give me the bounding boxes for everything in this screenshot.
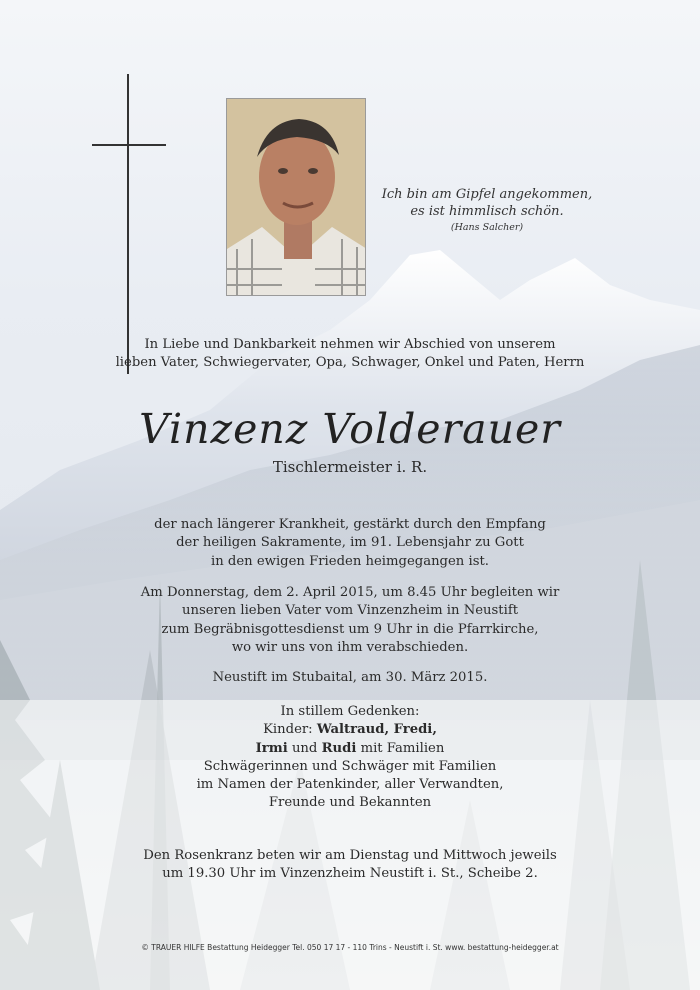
mourners-line: im Namen der Patenkinder, aller Verwandten, (196, 777, 504, 793)
portrait-photo (226, 98, 366, 296)
mourners-line: Freunde und Bekannten (268, 795, 432, 811)
children-label: Kinder: (263, 722, 313, 738)
funeral-text (100, 584, 600, 657)
cross-icon-bar (92, 144, 166, 146)
deceased-name: Vinzenz Volderauer (139, 405, 561, 453)
funeral-line: unseren lieben Vater vom Vinzenzheim in Neustift (182, 603, 518, 619)
child-name: Rudi (321, 740, 357, 756)
intro-line: In Liebe und Dankbarkeit nehmen wir Abschied von unserem (144, 337, 556, 352)
children-names: Waltraud, Fredi, (316, 722, 437, 738)
memorial-quote (372, 186, 602, 235)
child-name: Irmi (255, 740, 288, 756)
cross-icon (127, 74, 129, 374)
rosary-line: Den Rosenkranz beten wir am Dienstag und Mittwoch jeweils (143, 848, 557, 863)
death-line: der nach längerer Krankheit, gestärkt durch den Empfang (154, 517, 546, 532)
intro-line: lieben Vater, Schwiegervater, Opa, Schwager, Onkel und Paten, Herrn (115, 355, 585, 371)
quote-line: es ist himmlisch schön. (410, 204, 564, 219)
deceased-title: Tischlermeister i. R. (272, 458, 428, 476)
children-suffix: mit Familien (360, 740, 445, 756)
funeral-line: Am Donnerstag, dem 2. April 2015, um 8.45 Uhr begleiten wir (140, 585, 560, 600)
mourners-heading: In stillem Gedenken: (280, 704, 420, 719)
funeral-line: wo wir uns von ihm verabschieden. (231, 639, 469, 655)
quote-source: (Hans Salcher) (450, 222, 524, 233)
children-line-2 (100, 740, 600, 758)
quote-line: Ich bin am Gipfel angekommen, (381, 187, 593, 202)
footer-credits: © TRAUER HILFE Bestattung Heidegger Tel. 050 17 17 - 110 Trins - Neustift i. St. www. bestattung-heidegger.at (141, 943, 559, 952)
mourners-line: Schwägerinnen und Schwäger mit Familien (203, 758, 497, 774)
place-date: Neustift im Stubaital, am 30. März 2015. (212, 670, 488, 685)
rosary-text (100, 847, 600, 884)
and-word: und (291, 740, 318, 756)
mourners-list (100, 703, 600, 813)
death-notice-text (100, 516, 600, 571)
intro-text (100, 336, 600, 373)
death-line: der heiligen Sakramente, im 91. Lebensjahr zu Gott (176, 535, 524, 551)
funeral-line: zum Begräbnisgottesdienst um 9 Uhr in die Pfarrkirche, (161, 621, 539, 637)
children-line (100, 721, 600, 739)
rosary-line: um 19.30 Uhr im Vinzenzheim Neustift i. St., Scheibe 2. (162, 866, 538, 882)
death-line: in den ewigen Frieden heimgegangen ist. (211, 553, 489, 569)
